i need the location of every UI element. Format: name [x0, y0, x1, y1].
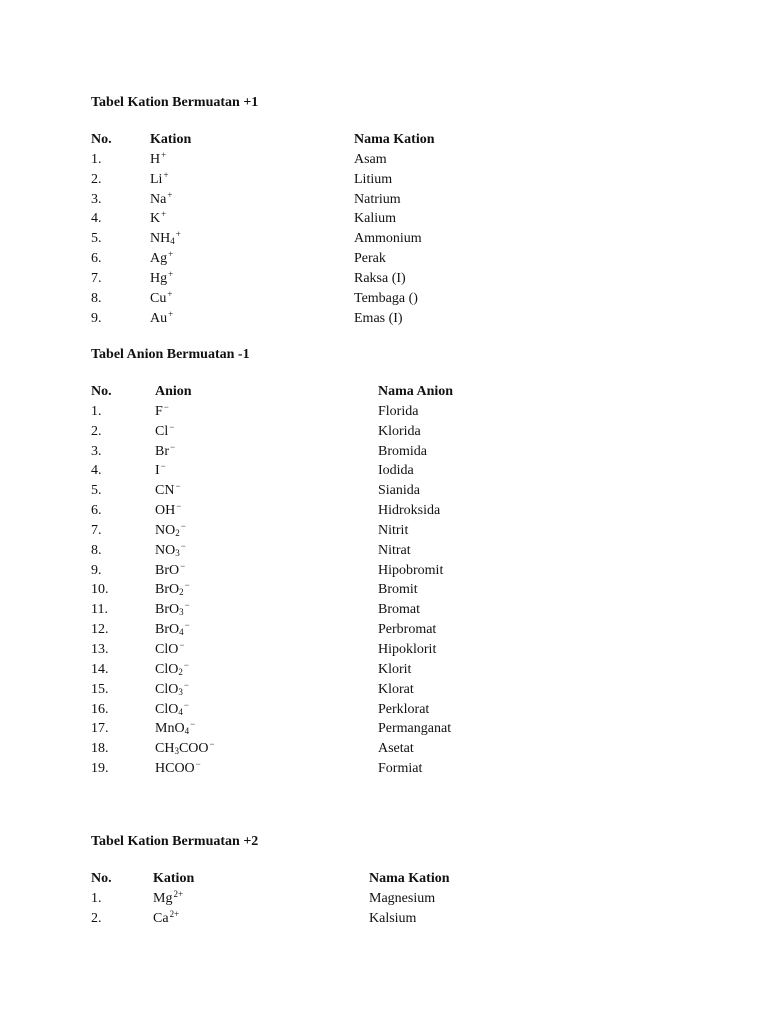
formula-subscript: 4: [178, 706, 183, 717]
header-no: No.: [91, 132, 112, 147]
formula-base: Li: [150, 171, 163, 187]
table-row: [91, 640, 651, 660]
formula-base: NO: [155, 542, 176, 558]
formula-subscript: 2: [179, 587, 184, 598]
ion-charge: −: [195, 759, 201, 770]
row-number: 15.: [91, 681, 109, 697]
formula-tail: COO: [178, 741, 209, 757]
header-name: Nama Kation: [369, 871, 450, 886]
table-row: [91, 620, 651, 640]
formula-base: Br: [155, 443, 169, 459]
row-number: 4.: [91, 463, 102, 479]
formula-subscript: 3: [179, 607, 184, 618]
ion-name: Permanganat: [378, 721, 452, 737]
ion-charge: −: [169, 421, 175, 432]
ion-name: Raksa (I): [354, 270, 406, 286]
formula-subscript: 3: [178, 686, 183, 697]
formula-base: ClO: [155, 701, 179, 717]
header-no: No.: [91, 384, 112, 399]
table-row: [91, 541, 651, 561]
formula-base: ClO: [155, 661, 179, 677]
ion-charge: +: [168, 268, 174, 279]
ion-formula: [155, 719, 195, 739]
row-number: 7.: [91, 522, 102, 538]
ion-formula: [155, 541, 186, 561]
section-title: Tabel Anion Bermuatan -1: [91, 347, 250, 362]
row-number: 1.: [91, 151, 102, 167]
table-body: [91, 889, 651, 929]
ion-formula: [155, 620, 190, 640]
table-header-row: [91, 869, 651, 889]
ion-charge: −: [160, 461, 166, 472]
ion-formula: [155, 521, 186, 541]
formula-base: H: [150, 151, 161, 167]
ion-name: Nitrat: [378, 542, 411, 558]
formula-base: I: [155, 463, 160, 479]
ion-name: Natrium: [354, 191, 401, 207]
ion-formula: [150, 209, 166, 229]
formula-base: Mg: [153, 890, 173, 906]
table-row: [91, 442, 651, 462]
table-row: [91, 501, 651, 521]
section-title: Tabel Kation Bermuatan +2: [91, 834, 259, 849]
data-table: [91, 869, 651, 929]
ion-formula: [155, 580, 190, 600]
ion-name: Bromit: [378, 582, 418, 598]
ion-charge: −: [179, 639, 185, 650]
table-section-kation-2: [91, 832, 651, 929]
ion-formula: [155, 640, 184, 660]
formula-subscript: 2: [178, 666, 183, 677]
ion-charge: −: [175, 481, 181, 492]
row-number: 2.: [91, 910, 102, 926]
ion-name: Kalium: [354, 211, 396, 227]
table-header-row: [91, 382, 651, 402]
table-row: [91, 269, 651, 289]
table-row: [91, 909, 651, 929]
ion-charge: 2+: [169, 908, 180, 919]
table-row: [91, 739, 651, 759]
row-number: 5.: [91, 231, 102, 247]
header-name: Nama Kation: [354, 132, 435, 147]
row-number: 1.: [91, 890, 102, 906]
formula-subscript: 4: [179, 627, 184, 638]
header-name: Nama Anion: [378, 384, 454, 399]
table-row: [91, 402, 651, 422]
ion-charge: +: [167, 189, 173, 200]
ion-name: Kalsium: [369, 910, 417, 926]
row-number: 19.: [91, 761, 109, 777]
row-number: 8.: [91, 542, 102, 558]
ion-name: Perak: [354, 251, 386, 267]
ion-charge: −: [163, 401, 169, 412]
table-section-anion-1: [91, 345, 651, 779]
formula-base: ClO: [155, 641, 179, 657]
table-row: [91, 170, 651, 190]
table-row: [91, 580, 651, 600]
ion-name: Magnesium: [369, 890, 436, 906]
ion-name: Hipoklorit: [378, 641, 437, 657]
ion-formula: [155, 422, 174, 442]
ion-charge: −: [209, 739, 215, 750]
ion-formula: [150, 269, 173, 289]
ion-charge: 2+: [173, 888, 184, 899]
ion-name: Formiat: [378, 761, 423, 777]
data-table: [91, 130, 651, 328]
ion-formula: [155, 600, 190, 620]
row-number: 6.: [91, 251, 102, 267]
row-number: 14.: [91, 661, 109, 677]
ion-charge: +: [168, 249, 174, 260]
ion-charge: −: [183, 659, 189, 670]
row-number: 4.: [91, 211, 102, 227]
formula-subscript: 4: [170, 236, 175, 247]
ion-formula: [150, 150, 166, 170]
ion-formula: [150, 309, 173, 329]
ion-formula: [155, 481, 181, 501]
header-ion: Kation: [153, 871, 195, 886]
ion-name: Ammonium: [354, 231, 422, 247]
formula-subscript: 2: [175, 527, 180, 538]
formula-base: F: [155, 403, 163, 419]
ion-charge: −: [184, 600, 190, 611]
row-number: 6.: [91, 503, 102, 519]
formula-base: Ca: [153, 910, 169, 926]
table-row: [91, 660, 651, 680]
table-row: [91, 889, 651, 909]
formula-base: CN: [155, 483, 175, 499]
formula-base: Cu: [150, 290, 167, 306]
header-no: No.: [91, 871, 112, 886]
header-ion: Anion: [155, 384, 192, 399]
ion-charge: −: [184, 580, 190, 591]
row-number: 2.: [91, 423, 102, 439]
ion-charge: +: [168, 308, 174, 319]
ion-formula: [155, 759, 201, 779]
formula-subscript: 3: [174, 746, 179, 757]
table-row: [91, 719, 651, 739]
row-number: 3.: [91, 191, 102, 207]
ion-formula: [155, 442, 175, 462]
row-number: 9.: [91, 562, 102, 578]
ion-formula: [155, 700, 189, 720]
ion-charge: −: [176, 501, 182, 512]
ion-charge: −: [184, 620, 190, 631]
row-number: 5.: [91, 483, 102, 499]
formula-base: Cl: [155, 423, 169, 439]
ion-name: Iodida: [378, 463, 414, 479]
ion-charge: +: [163, 169, 169, 180]
table-row: [91, 209, 651, 229]
ion-formula: [155, 501, 181, 521]
table-row: [91, 422, 651, 442]
table-row: [91, 249, 651, 269]
formula-base: BrO: [155, 582, 180, 598]
row-number: 7.: [91, 270, 102, 286]
row-number: 11.: [91, 602, 108, 618]
table-row: [91, 150, 651, 170]
ion-charge: −: [183, 679, 189, 690]
ion-charge: −: [180, 560, 186, 571]
ion-formula: [155, 461, 166, 481]
data-table: [91, 382, 651, 779]
ion-charge: −: [180, 540, 186, 551]
section-title: Tabel Kation Bermuatan +1: [91, 95, 259, 110]
ion-formula: [155, 680, 189, 700]
formula-base: Ag: [150, 251, 168, 267]
formula-subscript: 4: [184, 726, 190, 737]
table-header-row: [91, 130, 651, 150]
formula-base: BrO: [155, 622, 180, 638]
ion-name: Bromat: [378, 602, 420, 618]
ion-name: Hidroksida: [378, 503, 441, 519]
ion-charge: −: [170, 441, 176, 452]
table-body: [91, 402, 651, 779]
row-number: 13.: [91, 641, 109, 657]
formula-base: ClO: [155, 681, 179, 697]
ion-formula: [150, 190, 172, 210]
row-number: 10.: [91, 582, 109, 598]
row-number: 1.: [91, 403, 102, 419]
row-number: 2.: [91, 171, 102, 187]
table-row: [91, 461, 651, 481]
table-body: [91, 150, 651, 329]
ion-charge: +: [161, 209, 167, 220]
ion-name: Asam: [354, 151, 387, 167]
ion-formula: [150, 170, 169, 190]
ion-name: Tembaga (): [354, 290, 418, 306]
ion-name: Florida: [378, 403, 419, 419]
ion-formula: [155, 561, 185, 581]
ion-name: Emas (I): [354, 310, 403, 326]
table-row: [91, 309, 651, 329]
row-number: 18.: [91, 741, 109, 757]
formula-subscript: 3: [175, 547, 180, 558]
ion-formula: [153, 889, 183, 909]
row-number: 8.: [91, 290, 102, 306]
ion-formula: [150, 249, 173, 269]
ion-name: Klorit: [378, 661, 412, 677]
ion-name: Klorida: [378, 423, 421, 439]
ion-charge: +: [167, 288, 173, 299]
ion-name: Bromida: [378, 443, 427, 459]
ion-formula: [153, 909, 179, 929]
formula-base: K: [150, 211, 161, 227]
ion-name: Perbromat: [378, 622, 437, 638]
row-number: 17.: [91, 721, 109, 737]
formula-base: HCOO: [155, 761, 195, 777]
header-ion: Kation: [150, 132, 192, 147]
table-section-kation-1: [91, 93, 651, 328]
formula-base: BrO: [155, 562, 180, 578]
ion-charge: −: [183, 699, 189, 710]
table-row: [91, 190, 651, 210]
row-number: 9.: [91, 310, 102, 326]
formula-base: Hg: [150, 270, 168, 286]
table-row: [91, 289, 651, 309]
row-number: 16.: [91, 701, 109, 717]
row-number: 3.: [91, 443, 102, 459]
ion-formula: [155, 402, 169, 422]
ion-name: Nitrit: [378, 522, 409, 538]
ion-charge: +: [175, 229, 181, 240]
formula-base: CH: [155, 741, 175, 757]
table-row: [91, 680, 651, 700]
ion-name: Asetat: [378, 741, 414, 757]
table-row: [91, 481, 651, 501]
table-row: [91, 561, 651, 581]
table-row: [91, 229, 651, 249]
row-number: 12.: [91, 622, 109, 638]
formula-base: Na: [150, 191, 167, 207]
ion-charge: −: [180, 520, 186, 531]
table-row: [91, 521, 651, 541]
ion-name: Hipobromit: [378, 562, 444, 578]
ion-name: Perklorat: [378, 701, 430, 717]
ion-charge: −: [190, 719, 196, 730]
ion-charge: +: [161, 149, 167, 160]
ion-name: Litium: [354, 171, 393, 187]
formula-base: NH: [150, 231, 171, 247]
table-row: [91, 600, 651, 620]
ion-formula: [150, 229, 181, 249]
table-row: [91, 700, 651, 720]
ion-formula: [155, 739, 215, 759]
ion-name: Klorat: [378, 681, 414, 697]
ion-formula: [155, 660, 189, 680]
ion-formula: [150, 289, 172, 309]
formula-base: MnO: [155, 721, 185, 737]
table-row: [91, 759, 651, 779]
formula-base: BrO: [155, 602, 180, 618]
ion-name: Sianida: [378, 483, 420, 499]
formula-base: OH: [155, 503, 176, 519]
formula-base: Au: [150, 310, 168, 326]
formula-base: NO: [155, 522, 176, 538]
